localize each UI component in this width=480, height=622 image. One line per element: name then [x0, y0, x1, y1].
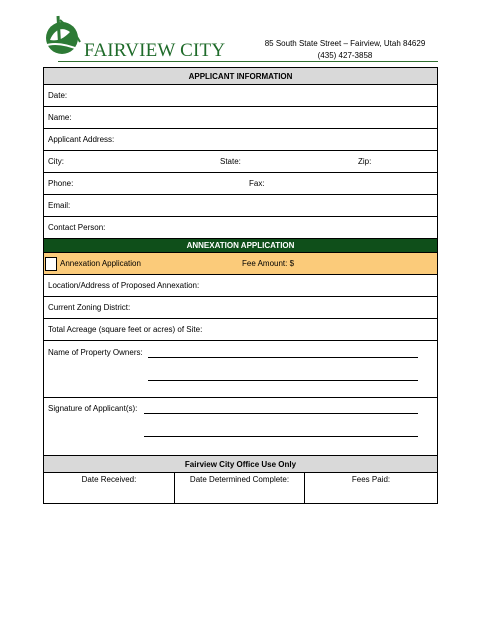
state-label: State: — [220, 157, 241, 166]
acreage-label: Total Acreage (square feet or acres) of Site: — [48, 325, 203, 334]
location-label: Location/Address of Proposed Annexation: — [48, 281, 200, 290]
applicant-address-label: Applicant Address: — [48, 135, 115, 144]
location-field[interactable] — [44, 275, 437, 297]
annexation-heading: ANNEXATION APPLICATION — [44, 239, 437, 253]
date-field[interactable] — [44, 85, 437, 107]
acreage-field[interactable] — [44, 319, 437, 341]
date-complete-label: Date Determined Complete: — [189, 475, 290, 484]
phone-fax-row[interactable] — [44, 173, 437, 195]
signature-label: Signature of Applicant(s): — [48, 404, 138, 413]
applicant-address-field[interactable] — [44, 129, 437, 151]
date-label: Date: — [48, 91, 68, 100]
annexation-checkbox[interactable] — [45, 257, 57, 271]
property-owners-block — [44, 341, 437, 398]
date-complete-cell[interactable] — [175, 473, 305, 503]
annexation-fee-row — [44, 253, 437, 275]
zoning-label: Current Zoning District: — [48, 303, 131, 312]
fax-label: Fax: — [249, 179, 265, 188]
date-received-cell[interactable] — [44, 473, 175, 503]
owners-line-2[interactable] — [148, 380, 418, 381]
owners-line-1[interactable] — [148, 357, 418, 358]
phone-label: Phone: — [48, 179, 74, 188]
office-use-row — [44, 473, 437, 503]
email-field[interactable] — [44, 195, 437, 217]
contact-person-label: Contact Person: — [48, 223, 106, 232]
contact-person-field[interactable] — [44, 217, 437, 239]
applicant-info-heading: APPLICANT INFORMATION — [44, 68, 437, 85]
address-line: 85 South State Street – Fairview, Utah 84629 — [264, 39, 426, 48]
annexation-checkbox-label: Annexation Application — [60, 259, 141, 268]
signature-block — [44, 398, 437, 456]
letterhead — [0, 0, 480, 64]
city-state-zip-row[interactable] — [44, 151, 437, 173]
city-label: City: — [48, 157, 64, 166]
fees-paid-label: Fees Paid: — [351, 475, 391, 484]
application-form — [43, 67, 438, 504]
signature-line-1[interactable] — [144, 413, 418, 414]
name-field[interactable] — [44, 107, 437, 129]
fee-amount-label[interactable]: Fee Amount: $ — [242, 259, 295, 268]
brand-name: FAIRVIEW CITY — [84, 40, 226, 61]
name-label: Name: — [48, 113, 72, 122]
property-owners-label: Name of Property Owners: — [48, 348, 143, 357]
date-received-label: Date Received: — [81, 475, 137, 484]
zip-label: Zip: — [358, 157, 372, 166]
phone-line: (435) 427-3858 — [317, 51, 373, 60]
fees-paid-cell[interactable] — [305, 473, 437, 503]
signature-line-2[interactable] — [144, 436, 418, 437]
header-address — [252, 38, 438, 62]
zoning-field[interactable] — [44, 297, 437, 319]
office-use-heading: Fairview City Office Use Only — [44, 456, 437, 473]
email-label: Email: — [48, 201, 71, 210]
